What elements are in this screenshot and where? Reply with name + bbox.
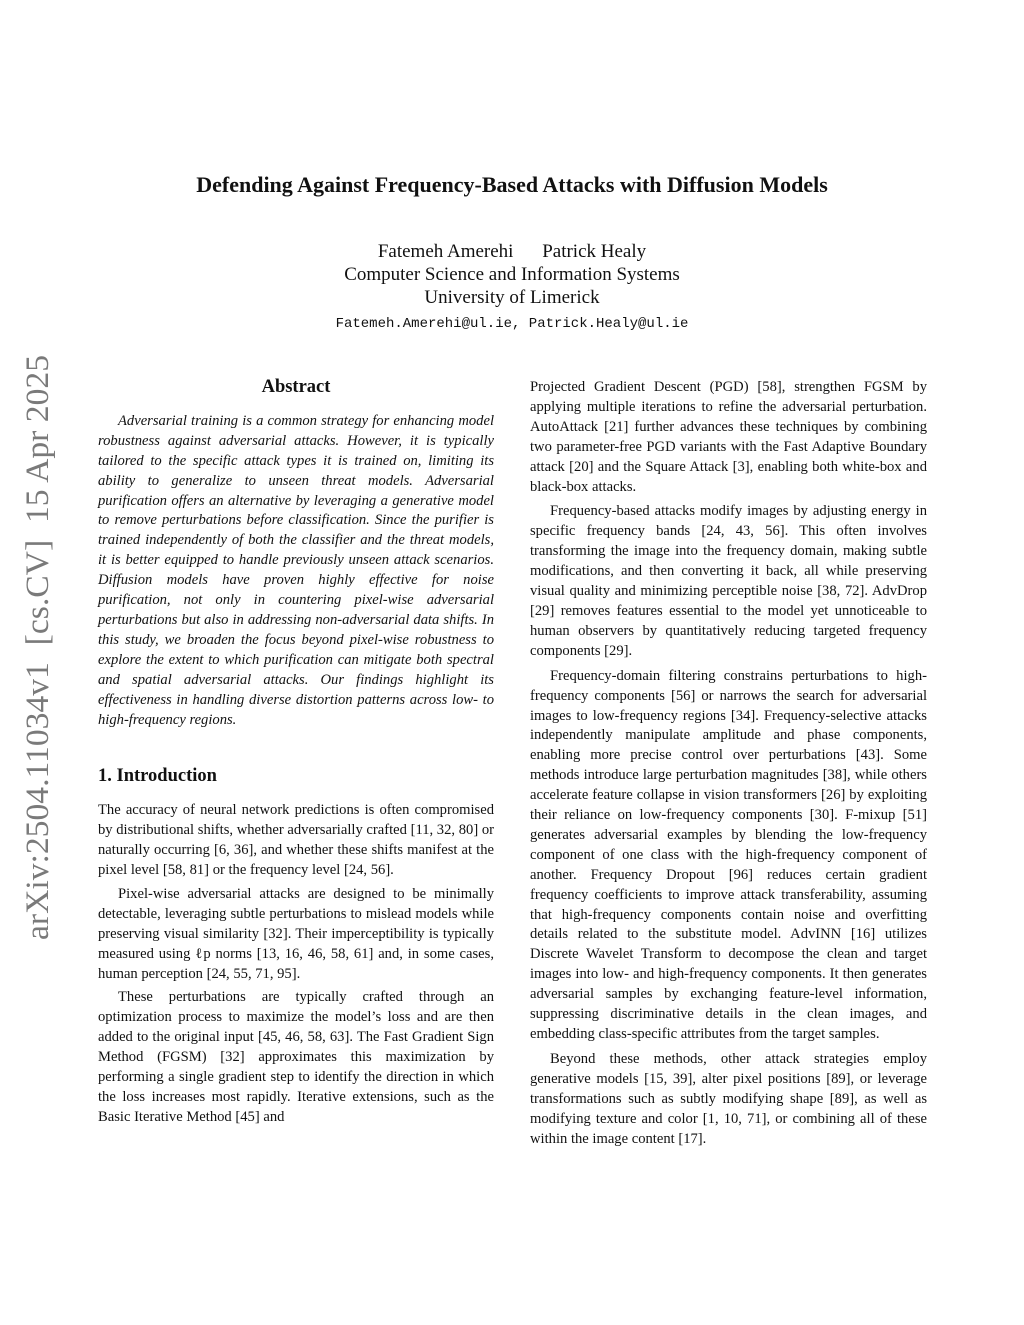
arxiv-identifier: arXiv:2504.11034v1 [cs.CV] 15 Apr 2025 [20,374,56,940]
body-paragraph: The accuracy of neural network predictions is often compromised by distributional shifts, whether adversarially crafted [11, 32, 80] or naturally occurring [6, 36], and whether these shifts manifest at the pixel level [58, 81] or the frequency level [24, 56]. [98,802,494,879]
author-names [0,240,1024,263]
author-affiliation: Computer Science and Information Systems [344,264,680,285]
right-column [530,378,927,1154]
body-paragraph: Frequency-based attacks modify images by adjusting energy in specific frequency bands [24, 43, 56]. This often involves transforming the image into the frequency domain, making subtle modifications, and then converting it back, all while preserving visual quality and minimizing perceptible noise [38, 72]. AdvDrop [29] removes features essential to the model yet unnoticeable to human observers by quantitatively reducing targeted frequency components [29]. [530,503,927,659]
body-paragraph: Projected Gradient Descent (PGD) [58], strengthen FGSM by applying multiple iterations to refine the adversarial perturbation. AutoAttack [21] further advances these techniques by combining two parameter-free PGD variants with the Fast Adaptive Boundary attack [20] and the Square Attack [3], enabling both white-box and black-box attacks. [530,379,927,495]
author-emails: Fatemeh.Amerehi@ul.ie, Patrick.Healy@ul.ie [335,316,689,332]
author-name: Fatemeh Amerehi [377,241,514,262]
body-paragraph: These perturbations are typically crafted through an optimization process to maximize the model’s loss and are then added to the original input [45, 46, 58, 63]. The Fast Gradient Sign Method (FGSM) [32] approximates this maximization by performing a single gradient step to identify the direction in which the loss increases most rapidly. Iterative extensions, such as the Basic Iterative Method [45] and [98,989,494,1125]
arxiv-side-stamp [10,355,60,940]
body-paragraph: Beyond these methods, other attack strategies employ generative models [15, 39], alter pixel positions [89], or leverage transformations such as subtly modifying shape [89], as well as modifying texture and color [1, 10, 71], or combining all of these within the image content [17]. [530,1050,927,1147]
abstract-heading: Abstract [261,377,331,397]
paper-title: Defending Against Frequency-Based Attacks with Diffusion Models [196,172,828,197]
body-paragraph: Pixel-wise adversarial attacks are designed to be minimally detectable, leveraging subtle perturbations to mislead models while preserving visual similarity [32]. Their imperceptibility is typically measured using ℓp norms [13, 16, 46, 58, 61] and, in some cases, human perception [24, 55, 71, 95]. [98,885,494,982]
author-block [0,240,1024,336]
abstract-text: Adversarial training is a common strategy for enhancing model robustness against adversarial attacks. However, it is typically tailored to the specific attack types it is trained on, limiting its ability to generalize to unseen threat models. Adversarial purification offers an alternative by leveraging a generative model to remove perturbations before classification. Since the purifier is trained independently of both the classifier and the threat models, it is better equipped to handle previously unseen attack scenarios. Diffusion models have proven highly effective for noise purification, not only in countering pixel-wise adversarial perturbations but also in addressing non-adversarial data shifts. In this study, we broaden the focus beyond pixel-wise robustness to explore the extent to which purification can mitigate both spectral and spatial adversarial attacks. Our findings highlight its effectiveness in handling diverse distortion patterns across low- to high-frequency regions. [98,412,494,728]
introduction-heading: 1. Introduction [98,766,217,787]
left-column [98,378,494,1132]
author-institution: University of Limerick [424,287,600,308]
author-name: Patrick Healy [542,241,647,262]
body-paragraph: Frequency-domain filtering constrains perturbations to high-frequency components [56] or narrows the search for adversarial images to low-frequency regions [34]. Frequency-selective attacks independently manipulate amplitude and phase components, enabling more precise control over perturbations [43]. Some methods introduce large perturbation magnitudes [38], while others accelerate feature collapse in vision transformers [26] by exploiting their reliance on low-frequency components [30]. F-mixup [51] generates adversarial examples by blending the low-frequency component of one class with the high-frequency component of another. Frequency Dropout [96] reduces certain gradient frequency coefficients to improve attack transferability, assuming that high-frequency components contain noise and overfitting details related to the substitute model. AdvINN [16] utilizes Discrete Wavelet Transform to decompose the clean and target images into low- and high-frequency components. It then generates adversarial samples by exchanging feature-level information, suppressing discriminative details in the clean images, and embedding class-specific attributes from the target samples. [530,667,927,1042]
